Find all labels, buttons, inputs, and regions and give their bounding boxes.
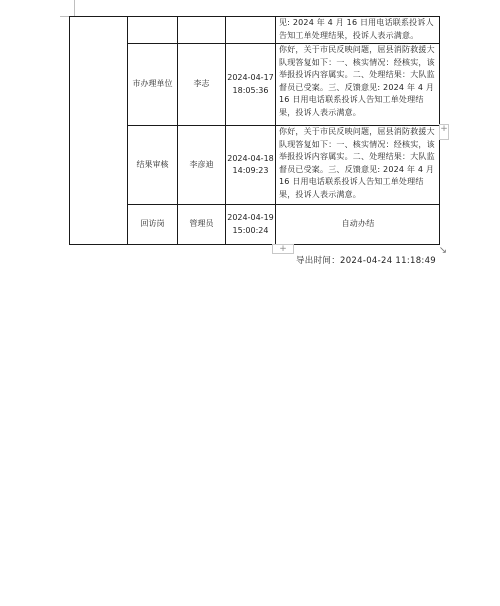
step-cell: 市办理单位: [128, 44, 178, 126]
time-cell: 2024-04-19 15:00:24: [226, 205, 276, 245]
export-time-label: 导出时间: [296, 256, 332, 266]
add-column-button[interactable]: [439, 124, 449, 140]
handler-cell: 李志: [178, 44, 226, 126]
table-resize-handle[interactable]: [438, 246, 448, 256]
opinion-cell: 见: 2024 年 4 月 16 日用电话联系投诉人告知工单处理结果，投诉人表示满意。: [276, 17, 440, 44]
handler-cell: 管理员: [178, 205, 226, 245]
process-table: [69, 16, 440, 245]
table-row: [70, 17, 440, 44]
export-time-separator: ：: [331, 256, 341, 266]
opinion-cell: 自动办结: [276, 205, 440, 245]
opinion-cell: 你好，关于市民反映问题，屈县消防救援大队现答复如下：一、核实情况：经核实，该举报投诉内容属实。二、处理结果：大队监督员已受案。三、反馈意见: 2024 年 4 月 16 日用电话联系投诉人告知工单处理结果，投诉人表示满意。: [276, 126, 440, 205]
time-cell: 2024-04-17 18:05:36: [226, 44, 276, 126]
step-cell: [128, 17, 178, 44]
plus-icon: +: [440, 124, 448, 134]
step-cell: 结果审核: [128, 126, 178, 205]
time-cell: [226, 17, 276, 44]
handler-cell: [178, 17, 226, 44]
step-cell: 回访岗: [128, 205, 178, 245]
add-row-button[interactable]: [272, 244, 294, 254]
export-time: [296, 254, 436, 266]
opinion-cell: 你好，关于市民反映问题，屈县消防救援大队现答复如下：一、核实情况：经核实，该举报投诉内容属实。二、处理结果：大队监督员已受案。三、反馈意见: 2024 年 4 月 16 日用电话联系投诉人告知工单处理结果，投诉人表示满意。: [276, 44, 440, 126]
export-time-value: 2024-04-24 11:18:49: [340, 256, 436, 266]
plus-icon: +: [279, 244, 287, 254]
page-margin-mark: [74, 0, 75, 16]
handler-cell: 李彦迪: [178, 126, 226, 205]
time-cell: 2024-04-18 14:09:23: [226, 126, 276, 205]
blank-label-cell: [70, 17, 128, 245]
resize-icon: ↘: [438, 245, 448, 256]
